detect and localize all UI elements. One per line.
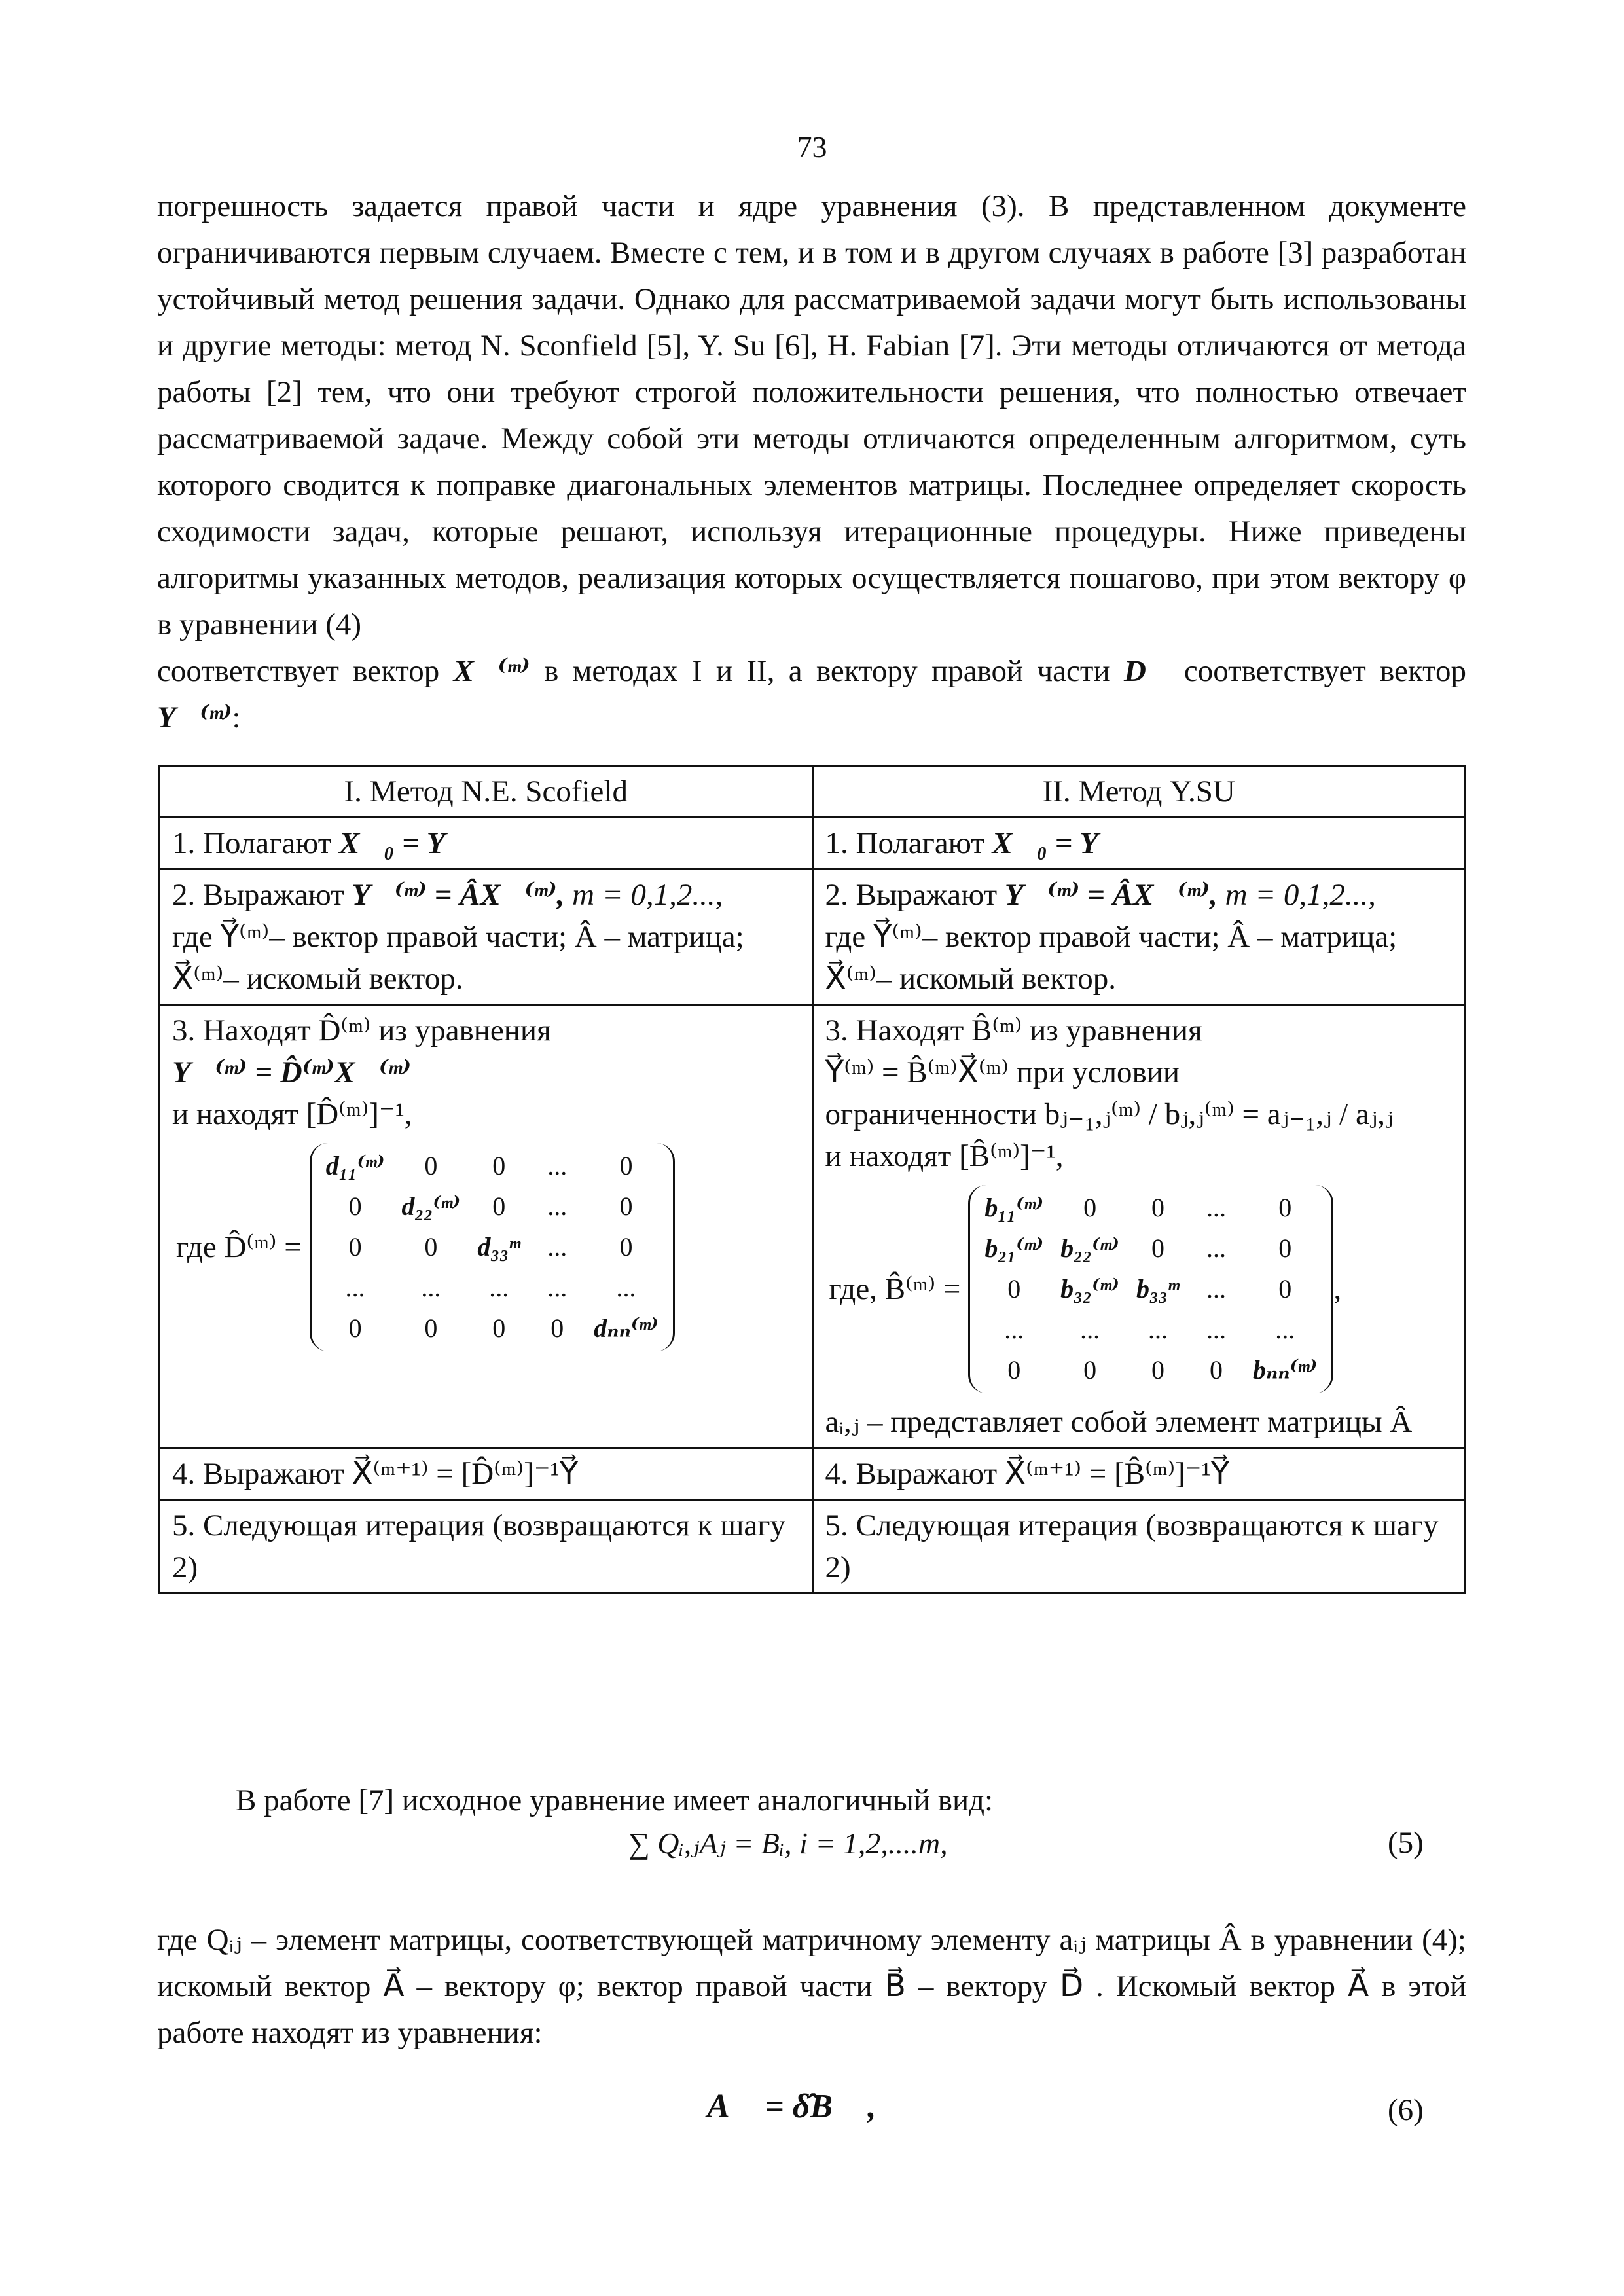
step2-right-m: m = 0,1,2...,	[1225, 878, 1376, 912]
step3-left-inv: и находят [D̂⁽ᵐ⁾]⁻¹,	[172, 1097, 412, 1131]
step2-right	[812, 869, 1466, 1005]
equation-5: ∑ Qᵢ,ⱼAⱼ = Bᵢ, i = 1,2,....m,	[628, 1827, 948, 1860]
step3-left-line1: 3. Находят D̂⁽ᵐ⁾ из уравнения	[172, 1013, 551, 1048]
matrix-b-cell-2-1: b₂₁⁽ᵐ⁾	[984, 1233, 1044, 1263]
vector-x-m: X⃗⁽ᵐ⁾	[453, 654, 530, 688]
intro-tail-part3: соответствует вектор	[1183, 654, 1467, 688]
matrix-d-cell-4-5: ...	[616, 1273, 636, 1302]
page-number: 73	[797, 130, 827, 164]
matrix-b-cell-5-2: 0	[1083, 1355, 1097, 1385]
matrix-d-label: где D̂⁽ᵐ⁾ =	[176, 1230, 302, 1264]
table-row-step4	[160, 1448, 1466, 1500]
intro-tail-part2: в методах I и II, а вектору правой части	[544, 654, 1110, 688]
table-row-step5	[160, 1500, 1466, 1594]
matrix-d-cell-3-1: 0	[348, 1232, 362, 1262]
step2-right-formula: Y⃗⁽ᵐ⁾ = ÂX⃗⁽ᵐ⁾,	[1004, 878, 1218, 912]
matrix-d-cell-1-3: 0	[492, 1151, 506, 1180]
step5-right: 5. Следующая итерация (возвращаются к шагу 2)	[812, 1500, 1466, 1594]
matrix-d-cell-4-4: ...	[547, 1273, 568, 1302]
table-row-step2	[160, 869, 1466, 1005]
intro-paragraph: погрешность задается правой части и ядре уравнения (3). В представленном документе ограничиваются первым случаем. Вместе с тем, и в том и в другом случаях в работе [3] разработан устойчивый метод решения задачи. Однако для рассматриваемой задачи могут быть использованы и другие методы: метод N. Sconfield [5], Y. Su [6], H. Fabian [7]. Эти методы отличаются от метода работы [2] тем, что они требуют строгой положительности решения, что полностью отвечает рассматриваемой задаче. Между собой эти методы отличаются определенным алгоритмом, суть которого сводится к поправке диагональных элементов матрицы. Последнее определяет скорость сходимости задач, которые решают, используя итерационные процедуры. Ниже приведены алгоритмы указанных методов, реализация которых осуществляется пошагово, при этом вектору φ в уравнении (4)	[157, 189, 1466, 642]
header-method-1: I. Метод N.E. Scofield	[160, 766, 813, 818]
matrix-d-cell-5-2: 0	[424, 1313, 438, 1343]
matrix-b-cell-4-1: ...	[1004, 1315, 1024, 1344]
step2-right-label: 2. Выражают	[825, 878, 998, 912]
equation-6-number: (6)	[1388, 2093, 1424, 2127]
step1-left-label: 1. Полагают	[172, 826, 332, 860]
matrix-b	[968, 1185, 1333, 1393]
step1-right-formula: X⃗₀ = Y⃗	[992, 826, 1123, 860]
matrix-d-cell-3-3: d₃₃ᵐ	[477, 1232, 521, 1262]
vector-d: D⃗	[1123, 654, 1170, 688]
matrix-b-cell-5-5: bₙₙ⁽ᵐ⁾	[1252, 1355, 1318, 1385]
matrix-b-cell-3-4: ...	[1206, 1274, 1226, 1303]
step3-right	[812, 1005, 1466, 1448]
matrix-d-cell-2-4: ...	[547, 1192, 568, 1221]
table-row-step1	[160, 818, 1466, 869]
matrix-b-cell-4-2: ...	[1080, 1315, 1100, 1344]
matrix-b-cell-2-3: 0	[1151, 1233, 1164, 1263]
matrix-b-cell-1-1: b₁₁⁽ᵐ⁾	[984, 1193, 1044, 1222]
matrix-d-wrap	[176, 1143, 800, 1351]
matrix-b-cell-2-2: b₂₂⁽ᵐ⁾	[1060, 1233, 1119, 1263]
matrix-d	[310, 1143, 675, 1351]
step3-right-line1: 3. Находят B̂⁽ᵐ⁾ из уравнения	[825, 1013, 1202, 1048]
vector-y-m: Y⃗⁽ᵐ⁾	[157, 701, 232, 735]
matrix-b-cell-4-5: ...	[1275, 1315, 1295, 1344]
step2-right-where: где Y⃗⁽ᵐ⁾– вектор правой части; Â – матрица; X⃗⁽ᵐ⁾– искомый вектор.	[825, 920, 1398, 996]
step3-right-note: aᵢ,ⱼ – представляет собой элемент матрицы Â	[825, 1405, 1413, 1439]
step2-left-m: m = 0,1,2...,	[572, 878, 723, 912]
paragraph-2: В работе [7] исходное уравнение имеет аналогичный вид:	[236, 1783, 994, 1817]
matrix-b-comma: ,	[1333, 1272, 1342, 1306]
matrix-d-cell-5-4: 0	[550, 1313, 564, 1343]
matrix-d-cell-1-2: 0	[424, 1151, 438, 1180]
matrix-d-cell-4-1: ...	[345, 1273, 365, 1302]
matrix-b-wrap	[829, 1185, 1453, 1393]
step1-right	[812, 818, 1466, 869]
equation-6: A⃗ = δ̂B⃗ ,	[707, 2088, 876, 2125]
equation-5-number: (5)	[1388, 1826, 1424, 1860]
matrix-b-cell-3-1: 0	[1007, 1274, 1021, 1303]
step2-left-label: 2. Выражают	[172, 878, 344, 912]
step1-left	[160, 818, 813, 869]
matrix-b-cell-1-5: 0	[1278, 1193, 1292, 1222]
matrix-b-cell-3-2: b₃₂⁽ᵐ⁾	[1060, 1274, 1119, 1303]
matrix-b-cell-1-3: 0	[1151, 1193, 1164, 1222]
step2-left-where: где Y⃗⁽ᵐ⁾– вектор правой части; Â – матрица; X⃗⁽ᵐ⁾– искомый вектор.	[172, 920, 744, 996]
matrix-b-cell-4-4: ...	[1206, 1315, 1226, 1344]
matrix-b-cell-4-3: ...	[1147, 1315, 1168, 1344]
matrix-b-cell-1-4: ...	[1206, 1193, 1226, 1222]
matrix-b-cell-3-5: 0	[1278, 1274, 1292, 1303]
intro-tail-part1: соответствует вектор	[157, 654, 440, 688]
intro-tail-part4: :	[232, 701, 241, 735]
matrix-d-cell-4-2: ...	[421, 1273, 441, 1302]
matrix-d-cell-2-1: 0	[348, 1192, 362, 1221]
matrix-d-cell-2-2: d₂₂⁽ᵐ⁾	[401, 1192, 461, 1221]
matrix-d-cell-2-5: 0	[619, 1192, 633, 1221]
methods-table	[158, 765, 1466, 1594]
header-method-2: II. Метод Y.SU	[812, 766, 1466, 818]
matrix-d-cell-1-5: 0	[619, 1151, 633, 1180]
step3-right-eq: Y⃗⁽ᵐ⁾ = B̂⁽ᵐ⁾X⃗⁽ᵐ⁾ при условии	[825, 1055, 1180, 1089]
matrix-d-cell-3-4: ...	[547, 1232, 568, 1262]
matrix-d-cell-4-3: ...	[489, 1273, 509, 1302]
step3-left-eq: Y⃗⁽ᵐ⁾ = D̂⁽ᵐ⁾X⃗⁽ᵐ⁾	[172, 1055, 412, 1089]
step2-right-line	[825, 874, 1453, 916]
matrix-d-cell-1-1: d₁₁⁽ᵐ⁾	[325, 1151, 385, 1180]
matrix-b-cell-1-2: 0	[1083, 1193, 1097, 1222]
matrix-d-cell-5-1: 0	[348, 1313, 362, 1343]
step3-left	[160, 1005, 813, 1448]
step1-right-label: 1. Полагают	[825, 826, 984, 860]
step2-left	[160, 869, 813, 1005]
matrix-b-label: где, B̂⁽ᵐ⁾ =	[829, 1272, 961, 1306]
matrix-b-cell-2-5: 0	[1278, 1233, 1292, 1263]
intro-tail	[157, 648, 1466, 741]
step4-left: 4. Выражают X⃗⁽ᵐ⁺¹⁾ = [D̂⁽ᵐ⁾]⁻¹Y⃗	[160, 1448, 813, 1500]
matrix-d-cell-5-3: 0	[492, 1313, 506, 1343]
step3-right-cond: ограниченности bⱼ₋₁,ⱼ⁽ᵐ⁾ / bⱼ,ⱼ⁽ᵐ⁾ = aⱼ₋₁,ⱼ / aⱼ,ⱼ	[825, 1097, 1394, 1131]
paragraph-3: где Qᵢⱼ – элемент матрицы, соответствующей матричному элементу aᵢⱼ матрицы Â в уравнении (4); искомый вектор A⃗ – вектору φ; вектор правой части B⃗ – вектору D⃗ . Искомый вектор A⃗ в этой работе находят из уравнения:	[157, 1923, 1466, 2050]
step2-left-formula: Y⃗⁽ᵐ⁾ = ÂX⃗⁽ᵐ⁾,	[352, 878, 565, 912]
matrix-d-cell-2-3: 0	[492, 1192, 506, 1221]
matrix-d-cell-3-5: 0	[619, 1232, 633, 1262]
step5-left: 5. Следующая итерация (возвращаются к шагу 2)	[160, 1500, 813, 1594]
matrix-d-cell-3-2: 0	[424, 1232, 438, 1262]
step3-right-inv: и находят [B̂⁽ᵐ⁾]⁻¹,	[825, 1139, 1064, 1173]
table-header-row	[160, 766, 1466, 818]
matrix-b-cell-5-1: 0	[1007, 1355, 1021, 1385]
table-row-step3	[160, 1005, 1466, 1448]
step1-left-formula: X⃗₀ = Y⃗	[339, 826, 470, 860]
matrix-b-cell-5-3: 0	[1151, 1355, 1164, 1385]
matrix-b-cell-2-4: ...	[1206, 1233, 1226, 1263]
matrix-b-cell-5-4: 0	[1209, 1355, 1223, 1385]
step4-right: 4. Выражают X⃗⁽ᵐ⁺¹⁾ = [B̂⁽ᵐ⁾]⁻¹Y⃗	[812, 1448, 1466, 1500]
step2-left-line	[172, 874, 800, 916]
matrix-b-cell-3-3: b₃₃ᵐ	[1136, 1274, 1180, 1303]
matrix-d-cell-5-5: dₙₙ⁽ᵐ⁾	[594, 1313, 659, 1343]
matrix-d-cell-1-4: ...	[547, 1151, 568, 1180]
